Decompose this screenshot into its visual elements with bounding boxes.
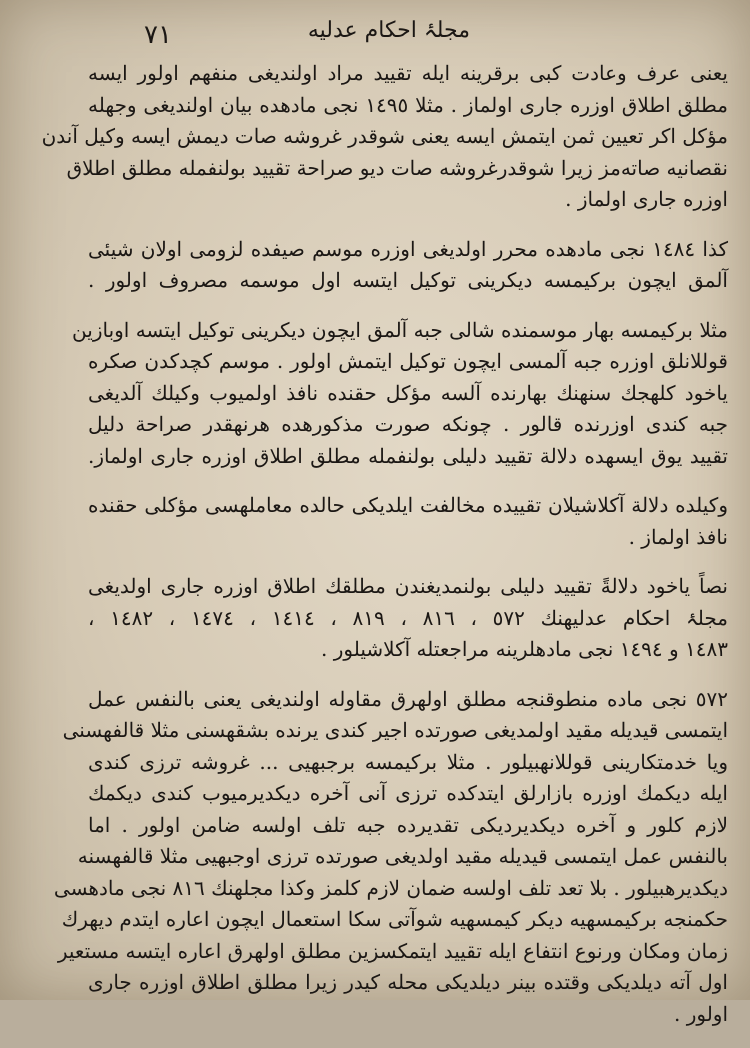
text-line: نقصانیه صاته‌مز زیرا شوقدرغروشه صات دیو صراحة تقیید بولنفمله مطلق اطلاق <box>66 155 728 180</box>
text-line: قوللانلق اوزره جبه آلمسی ایچون توکیل ایتمش اولور . موسم کچدکدن صکره <box>88 349 728 373</box>
text-line: دیکدیرهبیلور . بلا تعد تلف اولسه ضمان لازم کلمز وکذا مجلهنك ٨١٦ نجی مادهسی <box>53 875 728 900</box>
page-body <box>41 58 729 1048</box>
text-line: آلمق ایچون برکیمسه دیکرینی توکیل ایتسه اول موسمه مصروف اولور . <box>88 268 728 292</box>
text-line: اول آته دیلدیکی وقتده بینر دیلدیکی محله کیدر زیرا مطلق اطلاق اوزره جاری <box>88 970 728 994</box>
text-line: حکمنجه برکیمسهیه دیکر کیمسهیه شوآتی سکا استعمال ایچون اعاره ایتدم دیهرك <box>61 907 728 931</box>
paragraph <box>53 684 728 1031</box>
text-line: ایله دیکمك اوزره بازارلق ایتدکده ترزی آنی آخره دیکدیرمیوب کندی دیکمك <box>88 781 728 805</box>
text-line: کذا ۱٤٨٤ نجی مادهده محرر اولدیغی اوزره موسم صیفده لزومی اولان شیئی <box>88 236 728 261</box>
text-line: یاخود کلهجك سنهنك بهارنده آلسه مؤکل حقنده نافذ اولمیوب وکیلك آلدیغی <box>88 380 728 405</box>
text-line: زمان ومکان ورنوع انتفاع ایله تقیید ایتمکسزین مطلق اولهرق اعاره ایتسه مستعیر <box>57 938 728 963</box>
text-line: ایتمسی قیدیله مقید اولمدیغی صورتده اجیر کندی یرنده بشقهسنی مثلا قالفهسنی <box>62 718 728 742</box>
text-line: بالنفس عمل ایتمسی قیدیله مقید اولدیغی صورتده ترزی اوجبهیی مثلا قالفهسنه <box>77 844 728 868</box>
text-line: جبه کندی اوزرنده قالور . چونکه صورت مذکورهده هرنهقدر صراحة دلیل <box>88 412 728 436</box>
paragraph <box>88 234 728 297</box>
text-line: مثلا برکیمسه بهار موسمنده شالی جبه آلمق ایچون دیکرینی توکیل ایتسه اوبازین <box>72 317 728 342</box>
text-line: مجلۂ احکام عدلیهنك ٥٧٢ ، ٨١٦ ، ٨١٩ ، ١٤١٤ ، ١٤٧٤ ، ١٤٨٢ ، <box>88 605 729 630</box>
paragraph <box>88 571 728 666</box>
text-line: نافذ اولماز . <box>628 524 728 549</box>
text-line: مؤکل اکر تعیین ثمن ایتمش ایسه یعنی شوقدر غروشه صات دیمش ایسه وکیل آندن <box>41 124 728 148</box>
text-line: یعنی عرف وعادت کبی برقرینه ایله تقیید مراد اولندیغی منفهم اولور ایسه <box>88 61 728 85</box>
paragraph <box>72 315 728 473</box>
text-line: نصاً یاخود دلالةً تقیید دلیلی بولنمدیغندن مطلقك اطلاق اوزره جاری اولدیغی <box>88 574 728 598</box>
text-line: لازم کلور و آخره دیکدیردیکی تقدیرده جبه تلف اولسه ضامن اولور . اما <box>88 812 728 837</box>
page-number: ٧١ <box>144 20 172 50</box>
running-title: مجلۂ احکام عدلیه <box>307 18 470 43</box>
text-line: اوزره جاری اولماز . <box>565 187 728 211</box>
page-header <box>110 14 670 50</box>
text-line: ویا خدمتکارینی قوللانهبیلور . مثلا برکیمسه برجبهیی ... غروشه ترزی کندی <box>88 749 728 774</box>
text-line: تقیید یوق ایسهده دلالة تقیید دلیلی بولنفمله مطلق اطلاق اوزره جاری اولماز. <box>88 443 728 468</box>
text-line: ١٤٨٣ و ١٤٩٤ نجی مادهلرینه مراجعتله آکلاشیلور . <box>321 637 728 661</box>
text-line: مطلق اطلاق اوزره جاری اولماز . مثلا ۱٤٩٥ نجی مادهده بیان اولندیغی وجهله <box>88 92 728 117</box>
paragraph <box>41 58 728 216</box>
text-line: اولور . <box>673 1001 728 1026</box>
text-line: ٥٧٢ نجی ماده منطوقنجه مطلق اولهرق مقاوله اولندیغی یعنی بالنفس عمل <box>88 686 728 711</box>
text-line: وکیلده دلالة آکلاشیلان تقییده مخالفت ایلدیکی حالده معاملهسی مؤکلی حقنده <box>88 493 728 517</box>
paragraph <box>88 490 728 553</box>
